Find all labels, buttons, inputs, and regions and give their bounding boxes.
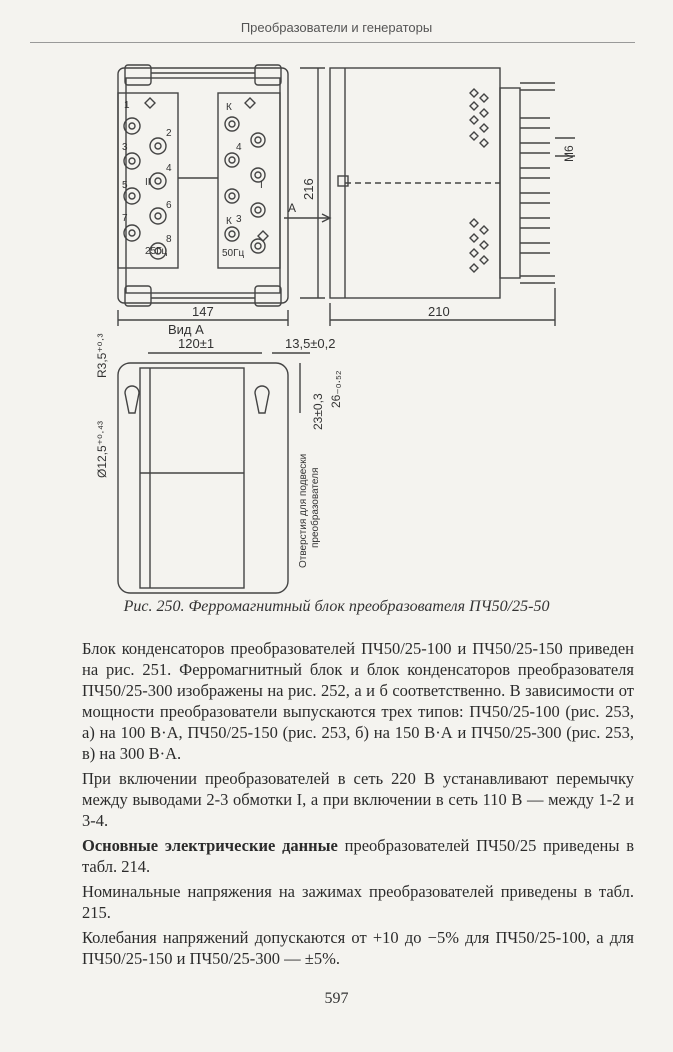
side-view — [284, 68, 575, 326]
view-a-title: Вид А — [168, 322, 204, 337]
dim-216: 216 — [301, 178, 316, 200]
running-head: Преобразователи и генераторы — [240, 20, 433, 35]
dim-147: 147 — [192, 304, 214, 319]
terminal-label-5: 5 — [122, 180, 128, 191]
freq-50-label: 50Гц — [222, 248, 245, 259]
dim-210: 210 — [428, 304, 450, 319]
dim-26: 26₋₀.₅₂ — [329, 370, 343, 408]
dim-23: 23±0,3 — [311, 393, 325, 430]
paragraph-5: Колебания напряжений допускаются от +10 до −5% для ПЧ50/25-100, а для ПЧ50/25-150 и ПЧ50/25-300 — ±5%. — [82, 928, 634, 968]
paragraph-3-bold: Основные электрические данные — [82, 836, 338, 855]
paragraph-4: Номинальные напряжения на зажимах преобразователей приведены в табл. 215. — [82, 882, 634, 922]
front-view — [118, 65, 288, 326]
paragraph-3-rest: преобразователей ПЧ50/25 приведены в табл. 214. — [82, 836, 635, 876]
view-arrow-a: А — [288, 201, 297, 215]
figure-caption: Рис. 250. Ферромагнитный блок преобразователя ПЧ50/25-50 — [123, 598, 550, 615]
paragraph-2: При включении преобразователей в сеть 220 В устанавливают перемычку между выводами 2-3 обмотки I, а при включении в сеть 110 В — между 1-2 и 3-4. — [82, 769, 634, 830]
terminal-label-2: 2 — [166, 128, 172, 139]
body-text — [82, 638, 634, 973]
terminal-label-3: 3 — [122, 142, 128, 153]
hole-note-line2: преобразователя — [310, 467, 321, 548]
terminal-label-7: 7 — [122, 213, 128, 224]
freq-25-label: 25Гц — [145, 246, 168, 257]
terminal-label-r3: 3 — [236, 214, 242, 225]
radius-label: R3,5⁺⁰·³ — [95, 333, 109, 378]
diameter-label: Ø12,5⁺⁰·⁴³ — [95, 421, 109, 478]
terminal-label-1: 1 — [124, 100, 130, 111]
dim-13-5: 13,5±0,2 — [285, 336, 336, 351]
terminal-label-8: 8 — [166, 234, 172, 245]
terminal-label-4: 4 — [166, 163, 172, 174]
dim-120: 120±1 — [178, 336, 215, 351]
terminal-k-top: К — [226, 102, 232, 113]
thread-m6: М6 — [562, 145, 576, 162]
technical-drawing — [0, 48, 673, 608]
page-number: 597 — [324, 990, 349, 1007]
winding-ii-label: II — [145, 177, 151, 188]
paragraph-1: Блок конденсаторов преобразователей ПЧ50/25-100 и ПЧ50/25-150 приведен на рис. 251. Ферромагнитный блок и блок конденсаторов преобразователя ПЧ50/25-300 изображены на рис. 252, а и б соответственно. В зависимости от мощности преобразователи выпускаются трех типов: ПЧ50/25-100 (рис. 253, а) на 100 В·А, ПЧ50/25-150 (рис. 253, б) на 150 В·А и ПЧ50/25-300 (рис. 253, в) на 300 В·А. — [82, 639, 634, 763]
terminal-k-bottom: К — [226, 216, 232, 227]
view-a — [118, 353, 310, 593]
winding-i-label: I — [260, 180, 263, 191]
paragraph-3 — [82, 835, 634, 877]
header-rule — [30, 42, 635, 43]
hole-note-line1: Отверстия для подвески — [298, 453, 309, 568]
terminal-label-6: 6 — [166, 200, 172, 211]
terminal-label-r4: 4 — [236, 142, 242, 153]
